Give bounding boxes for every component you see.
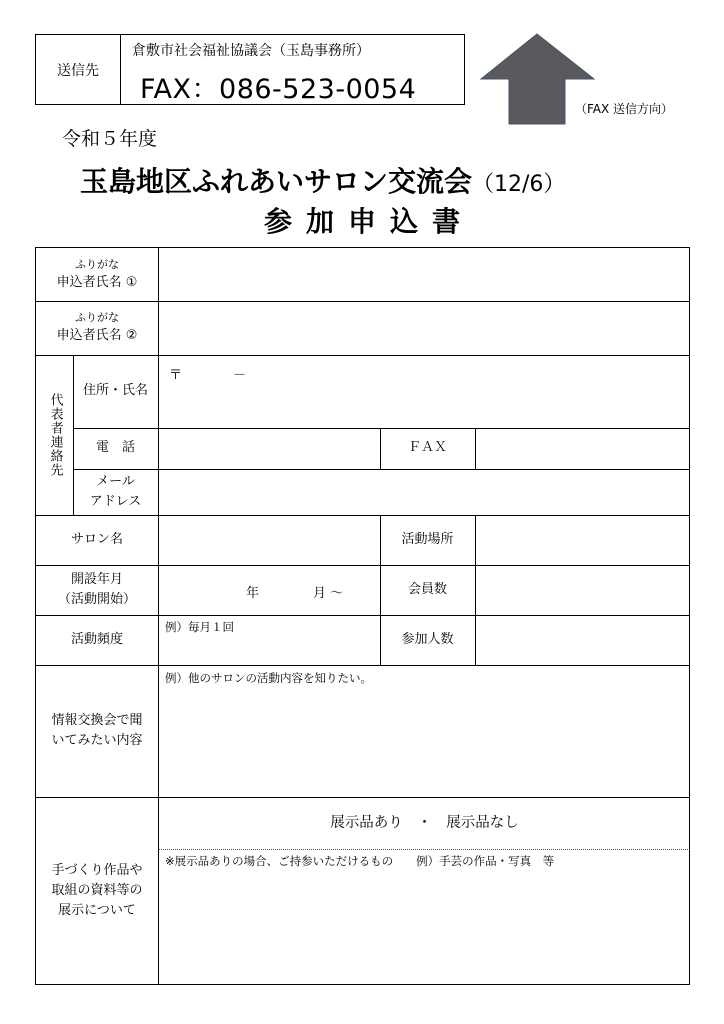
applicant-2-label bbox=[36, 301, 158, 355]
participants-label: 参加人数 bbox=[401, 631, 454, 647]
email-label-line-2: アドレス bbox=[89, 494, 142, 509]
info-exchange-label bbox=[36, 665, 158, 797]
start-date-label-line-2: （活動開始） bbox=[57, 592, 136, 607]
applicant-2-field[interactable] bbox=[159, 302, 690, 355]
applicant-1-name-label: 申込者氏名 ① bbox=[56, 274, 138, 290]
form-heading: 参加申込書 bbox=[263, 205, 474, 238]
address-name-field[interactable] bbox=[159, 356, 690, 428]
exhibit-label bbox=[36, 797, 158, 985]
fax-direction-label: （FAX 送信方向） bbox=[575, 102, 674, 116]
email-label-line-1: メール bbox=[96, 473, 135, 489]
member-count-label: 会員数 bbox=[407, 581, 447, 597]
info-label-line-2: いてみたい内容 bbox=[51, 733, 143, 748]
exhibit-label-line-3: 展示について bbox=[58, 903, 136, 919]
month-unit: 月 ～ bbox=[313, 586, 344, 601]
applicant-2-furigana: ふりがな bbox=[74, 311, 119, 325]
exhibit-label-line-1: 手づくり作品や bbox=[51, 862, 143, 878]
application-form bbox=[35, 247, 690, 985]
info-example: 例）他のサロンの活動内容を知りたい。 bbox=[165, 671, 372, 685]
page-title bbox=[80, 160, 565, 200]
salon-name-label: サロン名 bbox=[70, 531, 123, 547]
exhibit-options[interactable]: 展示品あり ・ 展示品なし bbox=[330, 815, 519, 832]
activity-place-label: 活動場所 bbox=[401, 531, 454, 547]
start-date-label-line-1: 開設年月 bbox=[70, 571, 123, 587]
start-date-field[interactable] bbox=[159, 566, 380, 615]
info-exchange-field[interactable] bbox=[159, 666, 690, 797]
fax-number: FAX：086-523-0054 bbox=[140, 74, 417, 105]
frequency-field[interactable] bbox=[159, 616, 380, 665]
phone-label: 電 話 bbox=[95, 440, 135, 456]
applicant-1-field[interactable] bbox=[159, 249, 690, 301]
postal-mark: 〒 bbox=[169, 368, 183, 383]
email-field[interactable] bbox=[159, 470, 690, 515]
year-unit: 年 bbox=[246, 586, 260, 601]
start-date-label bbox=[36, 565, 158, 615]
fax-label: ＦＡＸ bbox=[407, 440, 447, 456]
applicant-1-label bbox=[36, 248, 158, 301]
participants-field[interactable] bbox=[476, 616, 690, 665]
activity-place-field[interactable] bbox=[476, 516, 690, 565]
salon-name-field[interactable] bbox=[159, 516, 380, 565]
postal-dash: － bbox=[233, 368, 247, 383]
send-to-label: 送信先 bbox=[36, 35, 121, 104]
organization-name: 倉敷市社会福祉協議会（玉島事務所） bbox=[132, 43, 370, 59]
fiscal-year: 令和５年度 bbox=[62, 128, 158, 150]
title-date: （12/6） bbox=[472, 172, 566, 197]
fax-field[interactable] bbox=[476, 429, 690, 469]
title-text: 玉島地区ふれあいサロン交流会 bbox=[80, 165, 473, 198]
phone-field[interactable] bbox=[159, 429, 380, 469]
exhibit-note: ※展示品ありの場合、ご持参いただけるもの 例）手芸の作品・写真 等 bbox=[165, 854, 555, 868]
send-to-box bbox=[35, 34, 465, 105]
applicant-1-furigana: ふりがな bbox=[74, 257, 119, 271]
info-label-line-1: 情報交換会で聞 bbox=[51, 712, 143, 728]
member-count-field[interactable] bbox=[476, 566, 690, 615]
frequency-example: 例）毎月１回 bbox=[165, 620, 234, 634]
frequency-label: 活動頻度 bbox=[70, 631, 123, 647]
email-label bbox=[73, 469, 158, 515]
address-name-label: 住所・氏名 bbox=[82, 383, 148, 399]
representative-label bbox=[36, 355, 73, 515]
representative-text: 代表者連絡先 bbox=[47, 393, 63, 477]
applicant-2-name-label: 申込者氏名 ② bbox=[56, 328, 138, 344]
exhibit-label-line-2: 取組の資料等の bbox=[51, 882, 143, 898]
exhibit-note-field[interactable] bbox=[159, 850, 690, 985]
